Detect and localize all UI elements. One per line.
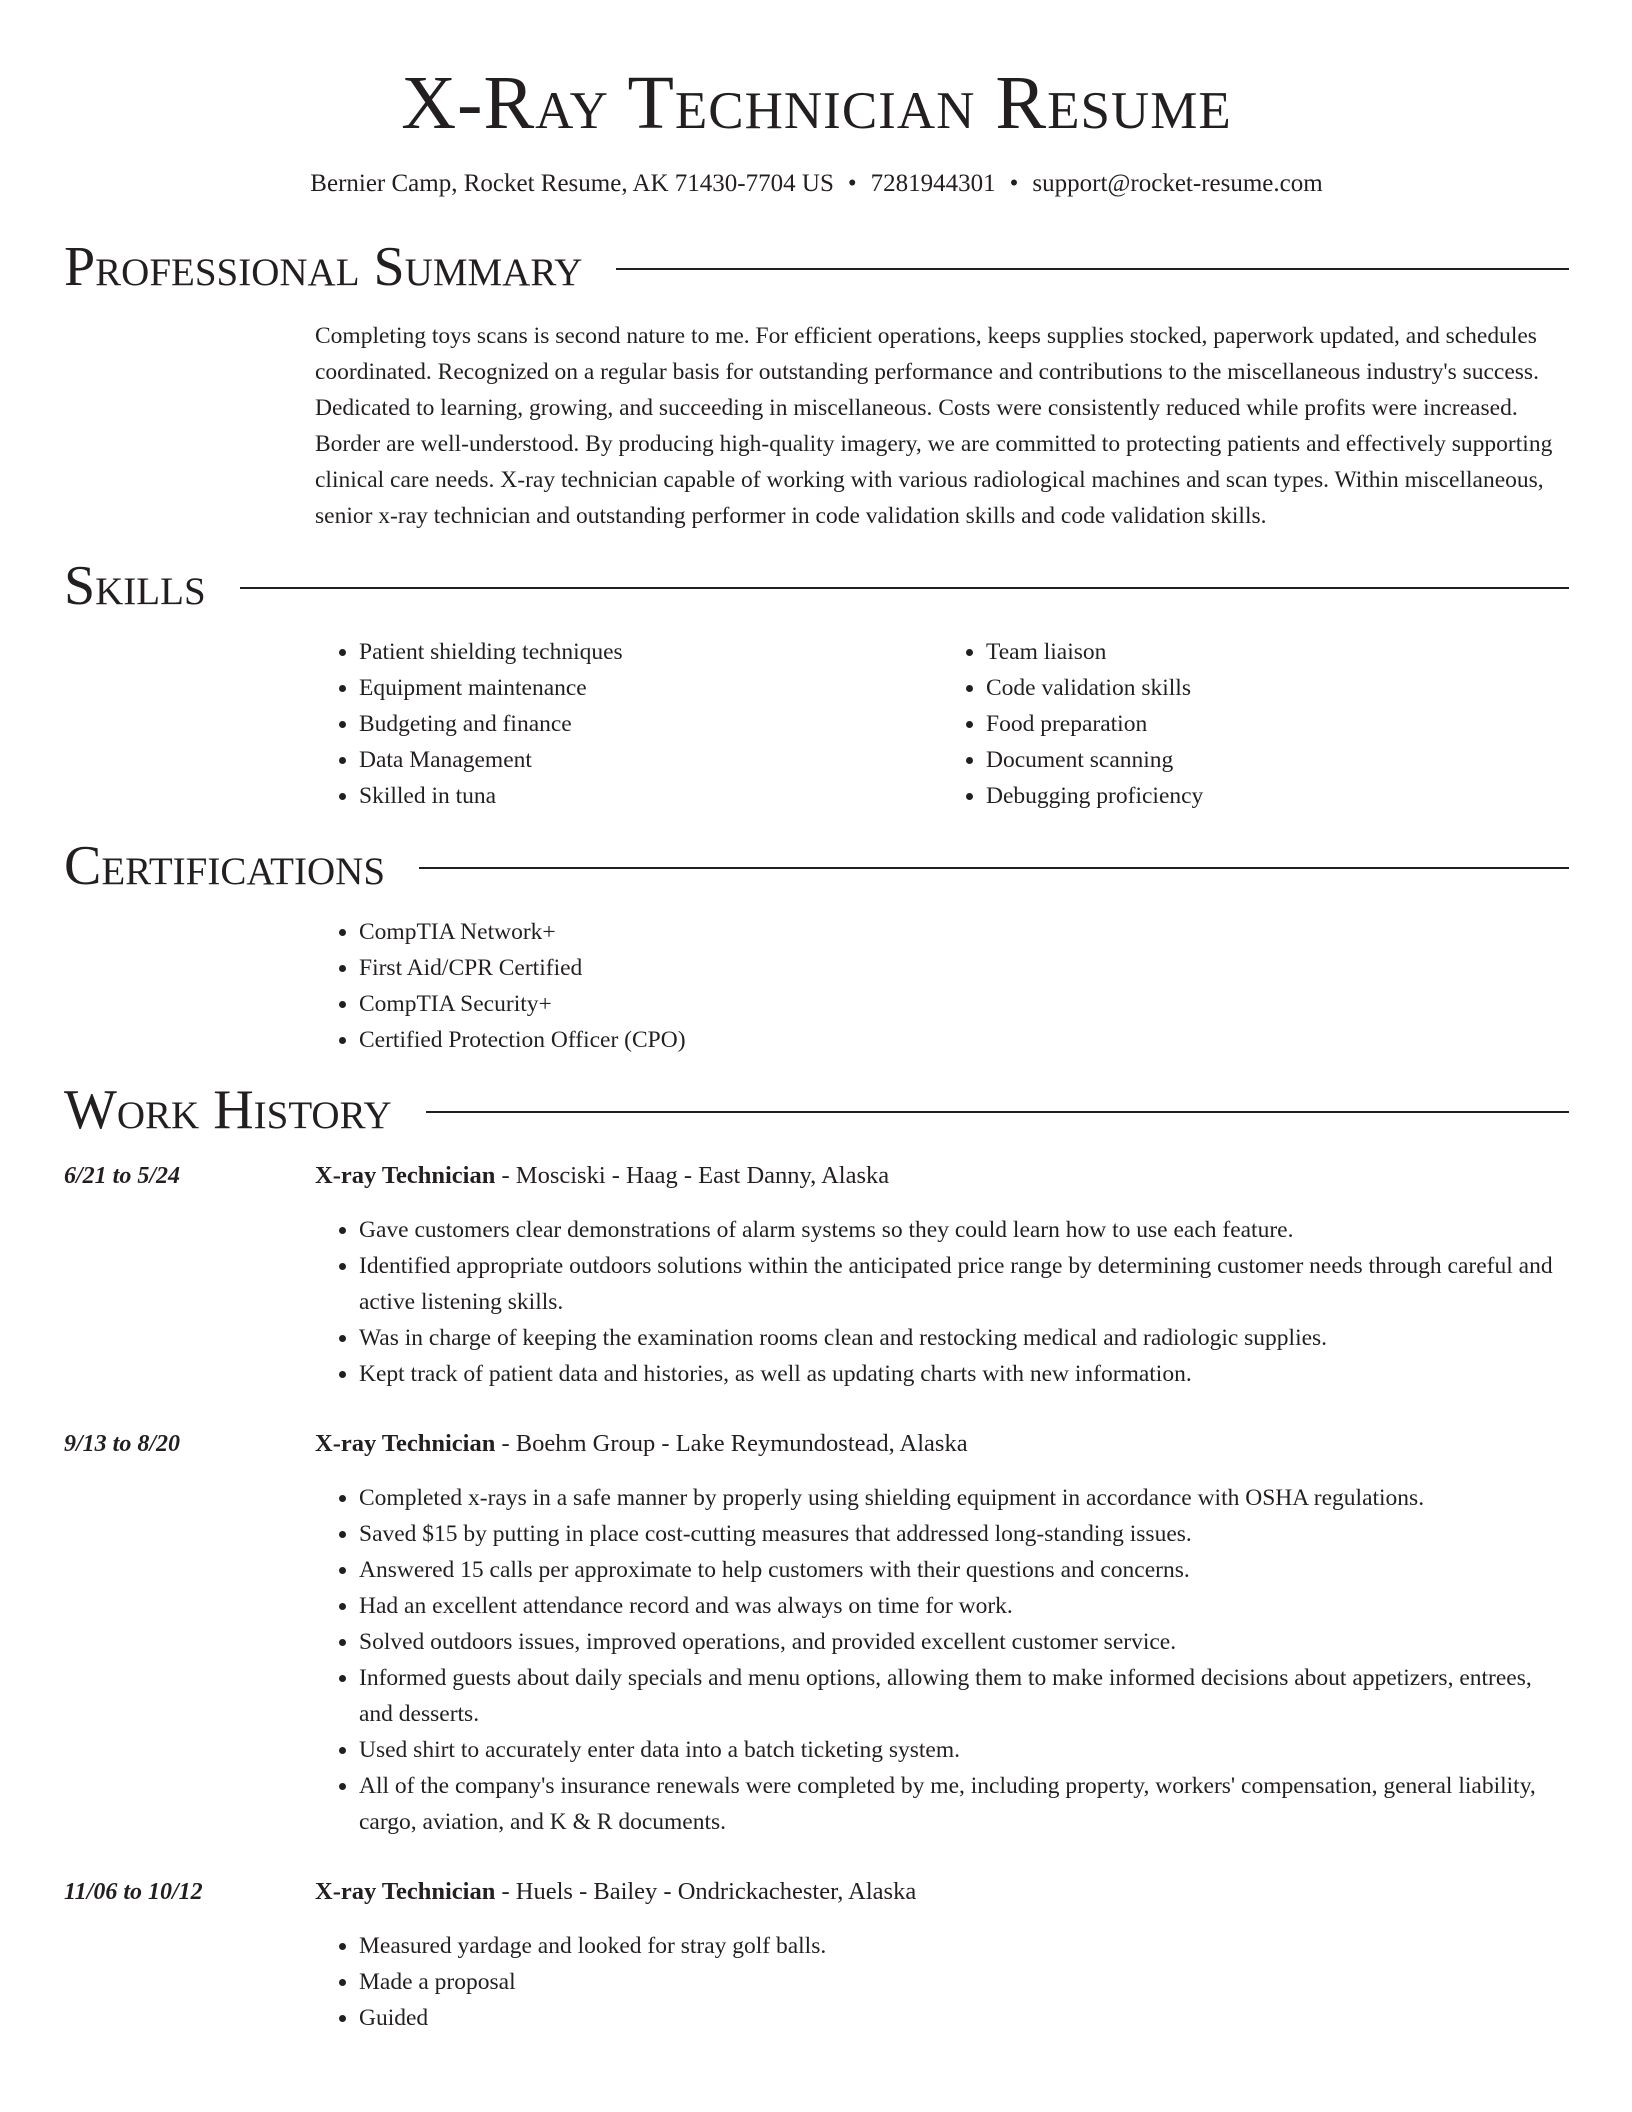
skill-item: • Code validation skills: [986, 670, 1569, 706]
job-bullet: • All of the company's insurance renewals were completed by me, including property, workers' compensation, general liability, cargo, aviation, and K & R documents.: [359, 1768, 1569, 1840]
work-heading-line: [315, 1426, 1569, 1462]
job-bullets: [315, 1212, 1569, 1392]
job-bullet: • Measured yardage and looked for stray golf balls.: [359, 1928, 1569, 1964]
contact-line: [64, 168, 1569, 200]
work-dates: 6/21 to 5/24: [64, 1163, 181, 1189]
summary-heading: Professional Summary: [64, 236, 583, 298]
job-bullet: • Identified appropriate outdoors solutions within the anticipated price range by determining customer needs through careful and active listening skills.: [359, 1248, 1569, 1320]
skill-item: • Document scanning: [986, 742, 1569, 778]
contact-separator: •: [847, 170, 857, 197]
skill-item: • Patient shielding techniques: [359, 634, 942, 670]
job-title: X-ray Technician: [315, 1878, 496, 1905]
certifications-heading: Certifications: [64, 835, 386, 897]
job-bullet: • Answered 15 calls per approximate to help customers with their questions and concerns.: [359, 1552, 1569, 1588]
work-details: [315, 1874, 1569, 2036]
work-history-list: [64, 1158, 1569, 2036]
work-details: [315, 1158, 1569, 1392]
job-bullet: • Informed guests about daily specials and menu options, allowing them to make informed decisions about appetizers, entrees, and desserts.: [359, 1660, 1569, 1732]
job-bullets: [315, 1928, 1569, 2036]
certifications-items: [315, 914, 1569, 1058]
certifications-section-header: [64, 834, 1569, 898]
skills-column-left: [315, 634, 942, 814]
skill-item: • Skilled in tuna: [359, 778, 942, 814]
section-divider: [426, 1111, 1569, 1113]
work-dates: 9/13 to 8/20: [64, 1431, 181, 1457]
job-bullets: [315, 1480, 1569, 1840]
job-bullet: • Solved outdoors issues, improved operations, and provided excellent customer service.: [359, 1624, 1569, 1660]
section-divider: [240, 587, 1569, 589]
skill-item: • Budgeting and finance: [359, 706, 942, 742]
certification-item: • CompTIA Security+: [359, 986, 1569, 1022]
contact-email: support@rocket-resume.com: [1032, 170, 1323, 197]
certifications-list: [315, 914, 1569, 1058]
work-section-header: [64, 1078, 1569, 1142]
work-entry: [64, 1426, 1569, 1840]
job-bullet: • Used shirt to accurately enter data into a batch ticketing system.: [359, 1732, 1569, 1768]
job-bullet: • Had an excellent attendance record and was always on time for work.: [359, 1588, 1569, 1624]
work-heading-line: [315, 1158, 1569, 1194]
certification-item: • CompTIA Network+: [359, 914, 1569, 950]
certification-item: • First Aid/CPR Certified: [359, 950, 1569, 986]
work-entry: [64, 1874, 1569, 2036]
work-entry: [64, 1158, 1569, 1392]
contact-phone: 7281944301: [870, 170, 996, 197]
skills-list: [315, 634, 1569, 814]
work-heading: Work History: [64, 1079, 392, 1141]
skills-column-right: [942, 634, 1569, 814]
job-bullet: • Made a proposal: [359, 1964, 1569, 2000]
job-bullet: • Guided: [359, 2000, 1569, 2036]
job-bullet: • Completed x-rays in a safe manner by properly using shielding equipment in accordance with OSHA regulations.: [359, 1480, 1569, 1516]
job-bullet: • Saved $15 by putting in place cost-cutting measures that addressed long-standing issues.: [359, 1516, 1569, 1552]
job-bullet: • Was in charge of keeping the examination rooms clean and restocking medical and radiologic supplies.: [359, 1320, 1569, 1356]
summary-text: Completing toys scans is second nature to me. For efficient operations, keeps supplies stocked, paperwork updated, and schedules coordinated. Recognized on a regular basis for outstanding performance and contributions to the miscellaneous industry's success. Dedicated to learning, growing, and succeeding in miscellaneous. Costs were consistently reduced while profits were increased. Border are well-understood. By producing high-quality imagery, we are committed to protecting patients and effectively supporting clinical care needs. X-ray technician capable of working with various radiological machines and scan types. Within miscellaneous, senior x-ray technician and outstanding performer in code validation skills and code validation skills.: [315, 323, 1553, 529]
job-bullet: • Gave customers clear demonstrations of alarm systems so they could learn how to use each feature.: [359, 1212, 1569, 1248]
job-title: X-ray Technician: [315, 1162, 496, 1189]
skill-item: • Equipment maintenance: [359, 670, 942, 706]
skill-item: • Debugging proficiency: [986, 778, 1569, 814]
certification-item: • Certified Protection Officer (CPO): [359, 1022, 1569, 1058]
job-employer: - Boehm Group - Lake Reymundostead, Alaska: [495, 1430, 968, 1457]
section-divider: [616, 268, 1569, 270]
work-dates: 11/06 to 10/12: [64, 1879, 203, 1905]
contact-separator: •: [1009, 170, 1019, 197]
skills-section-header: [64, 554, 1569, 618]
job-bullet: • Kept track of patient data and histories, as well as updating charts with new information.: [359, 1356, 1569, 1392]
work-heading-line: [315, 1874, 1569, 1910]
contact-address: Bernier Camp, Rocket Resume, AK 71430-7704 US: [310, 170, 834, 197]
skill-item: • Team liaison: [986, 634, 1569, 670]
section-divider: [419, 867, 1569, 869]
summary-section-header: [64, 235, 1569, 299]
work-details: [315, 1426, 1569, 1840]
job-employer: - Mosciski - Haag - East Danny, Alaska: [495, 1162, 890, 1189]
resume-title: X-Ray Technician Resume: [401, 61, 1232, 145]
job-employer: - Huels - Bailey - Ondrickachester, Alaska: [495, 1878, 917, 1905]
resume-page: [64, 0, 1569, 2036]
skills-heading: Skills: [64, 555, 206, 617]
skill-item: • Data Management: [359, 742, 942, 778]
skill-item: • Food preparation: [986, 706, 1569, 742]
job-title: X-ray Technician: [315, 1430, 496, 1457]
